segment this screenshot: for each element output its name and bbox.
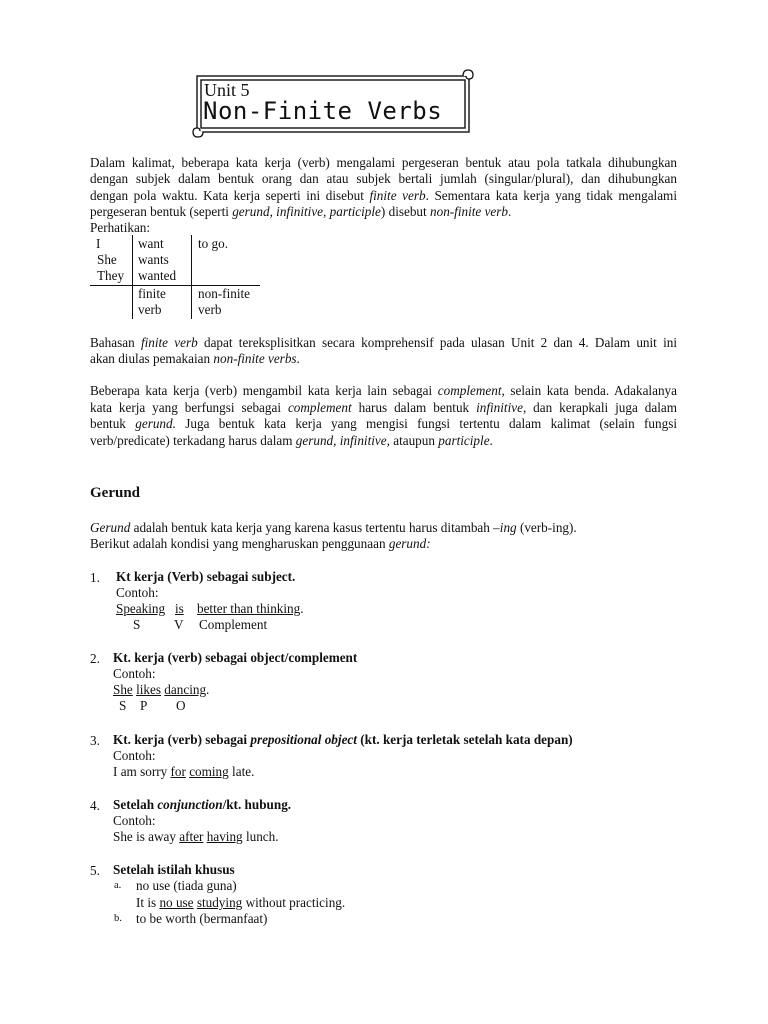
gerund-def-1: Gerund adalah bentuk kata kerja yang karena kasus tertentu harus ditambah –ing (verb-ing). [90,520,577,535]
gerund-heading: Gerund [90,485,141,501]
item-2-s: S [119,698,127,713]
intro-line-1: Dalam kalimat, beberapa kata kerja (verb) mengalami pergeseran bentuk atau pola tatkala dihubungkan [90,155,677,170]
para2-line-2: akan diulas pemakaian non-finite verbs. [90,351,300,366]
item-1-contoh: Contoh: [116,585,159,600]
item-3-example: I am sorry for coming late. [113,764,255,779]
item-4-title: Setelah conjunction/kt. hubung. [113,797,292,812]
table-nonfinite-1: non-finite [198,286,251,301]
table-subject-they: They [97,268,125,283]
item-1-title: Kt kerja (Verb) sebagai subject. [116,569,296,584]
intro-line-4: pergeseran bentuk (seperti gerund, infinitive, participle) disebut non-finite verb. [90,204,512,219]
item-3-number: 3. [90,733,100,748]
item-2-title: Kt. kerja (verb) sebagai object/complement [113,650,358,665]
item-4-contoh: Contoh: [113,813,156,828]
unit-number: Unit 5 [204,80,250,100]
unit-banner [192,68,474,138]
item-2-example: She likes dancing. [113,682,210,697]
table-finite-2: verb [138,302,162,317]
item-1-number: 1. [90,570,100,585]
table-subject-she: She [97,252,117,267]
table-verb-wanted: wanted [138,268,177,283]
para3-line-3: bentuk gerund. Juga bentuk kata kerja yang mengisi fungsi tertentu dalam kalimat (selain fungsi [90,416,677,431]
table-complement: to go. [198,236,229,251]
item-1-complement: Complement [199,617,268,632]
para3-line-4: verb/predicate) terkadang harus dalam gerund, infinitive, ataupun participle. [90,433,493,448]
item-4-example: She is away after having lunch. [113,829,279,844]
para2-line-1: Bahasan finite verb dapat tereksplisitkan secara komprehensif pada ulasan Unit 2 dan 4. Dalam unit ini [90,335,678,350]
item-3-title: Kt. kerja (verb) sebagai prepositional object (kt. kerja terletak setelah kata depan) [113,732,573,747]
item-1-example: Speaking is better than thinking. [116,601,304,616]
item-2-p: P [140,698,148,713]
para3-line-2: kata kerja yang berfungsi sebagai complement harus dalam bentuk infinitive, dan kerapkali juga dalam [90,400,677,415]
intro-line-5: Perhatikan: [90,220,151,235]
table-subject-i: I [96,236,101,251]
intro-line-2: dengan subjek dalam bentuk orang dan atau subjek bertali jumlah (singular/plural), dan dihubungkan [90,171,677,186]
table-nonfinite-2: verb [198,302,222,317]
item-5a-text: no use (tiada guna) [136,878,237,893]
unit-title: Non-Finite Verbs [203,97,443,125]
item-2-o: O [176,698,186,713]
item-1-s: S [133,617,141,632]
item-5a-label: a. [114,880,122,891]
item-5b-label: b. [114,913,122,924]
item-5-title: Setelah istilah khusus [113,862,235,877]
table-verb-wants: wants [138,252,169,267]
item-3-contoh: Contoh: [113,748,156,763]
table-verb-want: want [138,236,164,251]
verb-table [90,235,265,320]
table-vline-1 [132,235,133,319]
para3-line-1: Beberapa kata kerja (verb) mengambil kata kerja lain sebagai complement, selain kata benda. Adakalanya [90,383,677,398]
item-1-v: V [174,617,184,632]
item-2-contoh: Contoh: [113,666,156,681]
gerund-def-2: Berikut adalah kondisi yang mengharuskan penggunaan gerund: [90,536,431,551]
item-5-number: 5. [90,863,100,878]
item-2-number: 2. [90,651,100,666]
table-finite-1: finite [138,286,166,301]
intro-line-3: dengan pola waktu. Kata kerja seperti ini disebut finite verb. Sementara kata kerja yang tidak mengalami [90,188,677,203]
table-vline-2 [191,235,192,319]
item-4-number: 4. [90,798,100,813]
item-5a-example: It is no use studying without practicing. [136,895,346,910]
item-5b-text: to be worth (bermanfaat) [136,911,268,926]
